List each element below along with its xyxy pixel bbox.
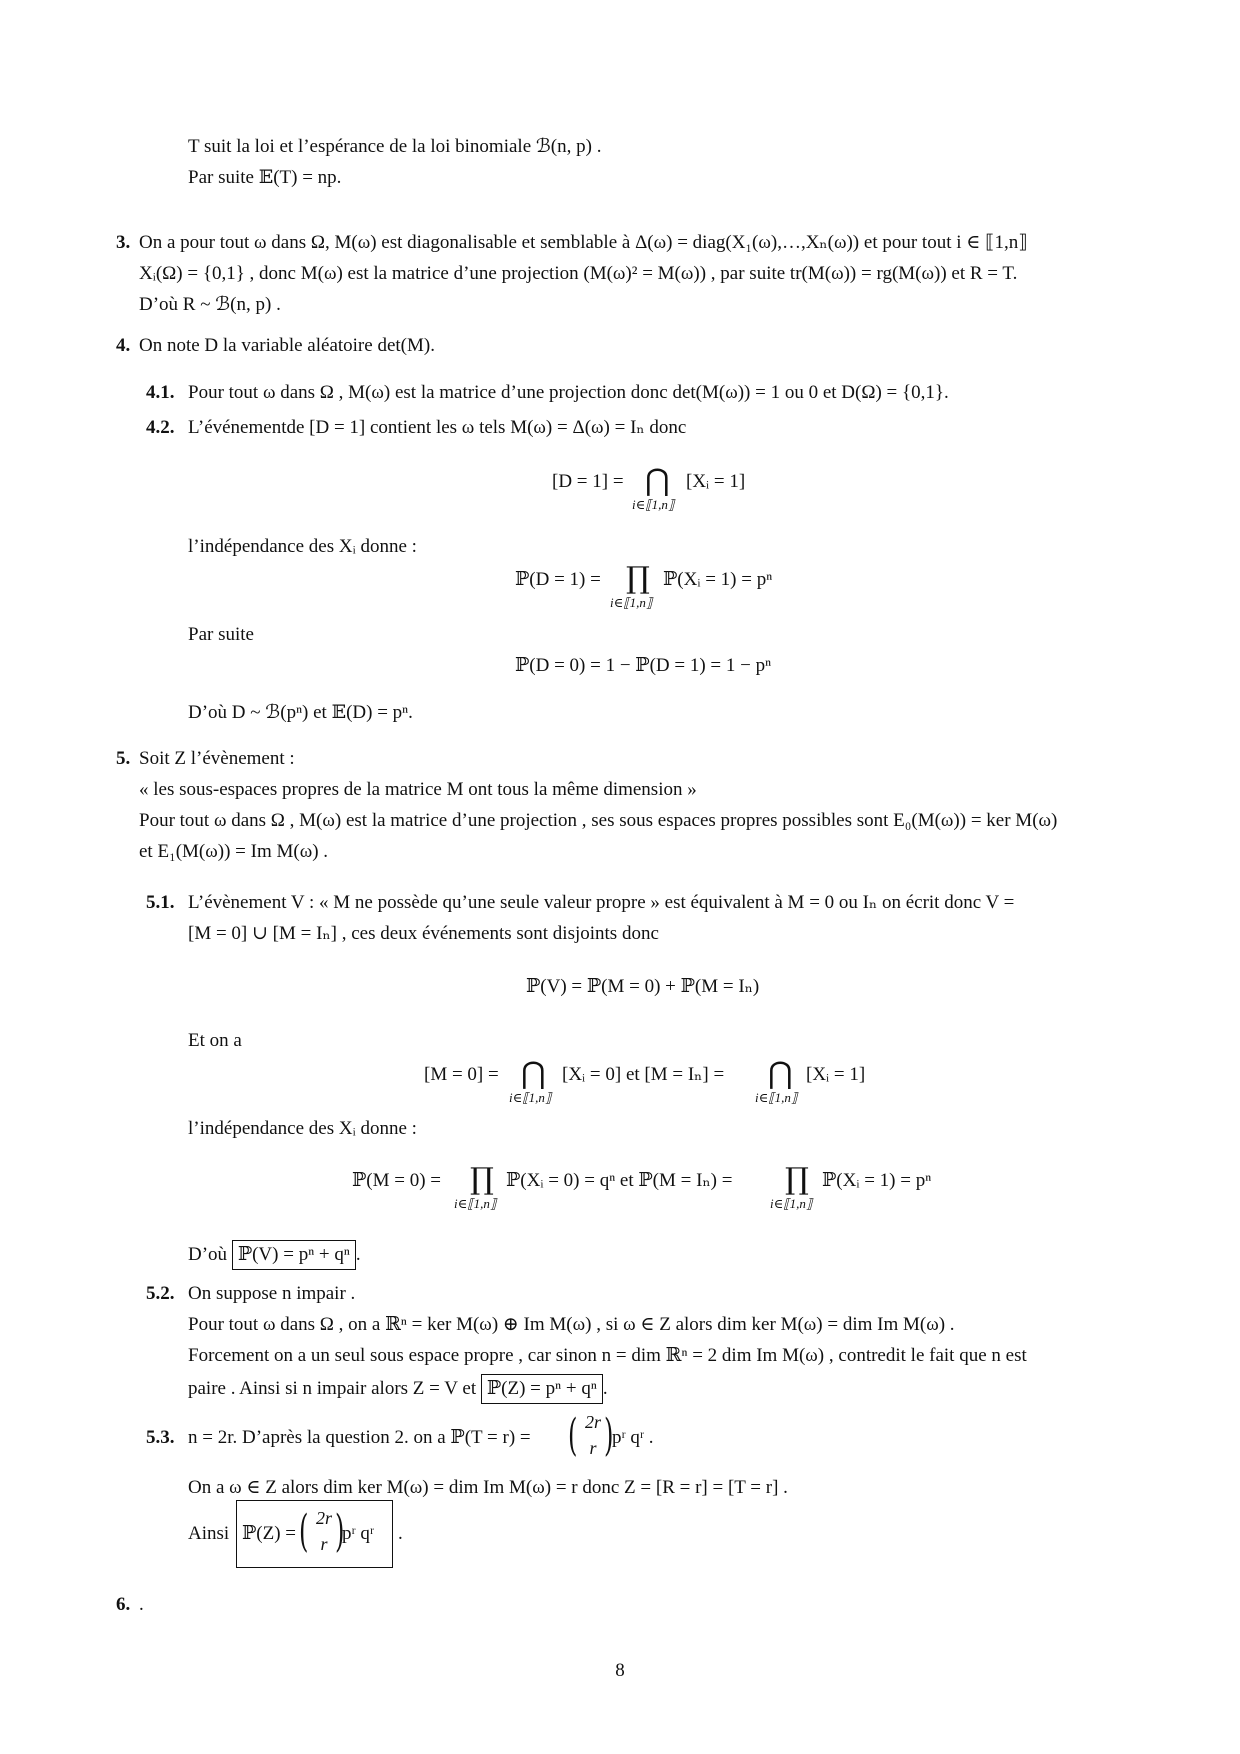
q3-line-3: D’où R ~ ℬ(n, p) . (139, 294, 281, 315)
q52-line-4-suffix: . (602, 1378, 608, 1399)
intro-line-2: Par suite 𝔼(T) = np. (188, 167, 342, 188)
binomial-top-2: 2r (315, 1508, 332, 1528)
eq5-part-c: [Xᵢ = 1] (806, 1064, 866, 1085)
eq5-subscript-a: i∈⟦1,n⟧ (509, 1090, 552, 1105)
q3-line-1: On a pour tout ω dans Ω, M(ω) est diagonalisable et semblable à Δ(ω) = diag(X₁(ω),…,Xₙ(ω)) et pour tout i ∈ ⟦1,n⟧ (139, 232, 1028, 253)
eq1-subscript: i∈⟦1,n⟧ (632, 497, 675, 512)
product-symbol-b: ∏ (785, 1162, 809, 1197)
par-suite: Par suite (188, 624, 254, 645)
q6-text: . (139, 1594, 144, 1615)
q5-line-1: Soit Z l’évènement : (139, 748, 295, 769)
eq2-right: ℙ(Xᵢ = 1) = pⁿ (663, 569, 773, 590)
q5-number: 5. (116, 748, 131, 769)
eq1-right: [Xᵢ = 1] (686, 471, 746, 492)
intersection-symbol: ⋂ (645, 463, 670, 498)
binomial-left-paren: ( (568, 1410, 578, 1461)
q52-line-4 (188, 1374, 608, 1404)
eq5-part-a: [M = 0] = (424, 1064, 499, 1085)
q53-line-1-prefix: n = 2r. D’après la question 2. on a ℙ(T = r) = (188, 1427, 531, 1448)
q41-number: 4.1. (146, 382, 175, 403)
eq4: ℙ(V) = ℙ(M = 0) + ℙ(M = Iₙ) (526, 976, 760, 997)
q42-text: L’événementde [D = 1] contient les ω tels M(ω) = Δ(ω) = Iₙ donc (188, 417, 687, 438)
q52-number: 5.2. (146, 1283, 175, 1304)
eq6-part-c: ℙ(Xᵢ = 1) = pⁿ (822, 1170, 932, 1191)
binomial-left-paren-2: ( (299, 1506, 309, 1557)
eq6-part-b: ℙ(Xᵢ = 0) = qⁿ et ℙ(M = Iₙ) = (506, 1170, 733, 1191)
q5-line-4: et E₁(M(ω)) = Im M(ω) . (139, 841, 329, 862)
et-on-a: Et on a (188, 1030, 242, 1051)
q42-number: 4.2. (146, 417, 175, 438)
eq3: ℙ(D = 0) = 1 − ℙ(D = 1) = 1 − pⁿ (515, 655, 772, 676)
q51-number: 5.1. (146, 892, 175, 913)
q52-line-4-prefix: paire . Ainsi si n impair alors Z = V et (188, 1378, 477, 1399)
q52-line-2: Pour tout ω dans Ω , on a ℝⁿ = ker M(ω) ⊕ Im M(ω) , si ω ∈ Z alors dim ker M(ω) = dim Im M(ω) . (188, 1314, 955, 1335)
intersection-symbol-b: ⋂ (768, 1056, 793, 1091)
q53-dot: . (398, 1523, 403, 1544)
q4-conclusion: D’où D ~ ℬ(pⁿ) et 𝔼(D) = pⁿ. (188, 702, 413, 723)
q4-number: 4. (116, 335, 131, 356)
q53-ainsi: Ainsi (188, 1523, 230, 1544)
indep-line-1: l’indépendance des Xᵢ donne : (188, 536, 417, 557)
eq5-part-b: [Xᵢ = 0] et [M = Iₙ] = (562, 1064, 725, 1085)
binomial-coefficient-1 (568, 1410, 614, 1466)
eq2-subscript: i∈⟦1,n⟧ (610, 595, 653, 610)
q53-box-prefix: ℙ(Z) = (242, 1523, 297, 1544)
binomial-right-paren-2: ) (335, 1506, 345, 1557)
indep-line-2: l’indépendance des Xᵢ donne : (188, 1118, 417, 1139)
q3-number: 3. (116, 232, 131, 253)
q51-conclusion (188, 1240, 361, 1270)
q51-concl-prefix: D’où (188, 1244, 228, 1265)
q51-line-1: L’évènement V : « M ne possède qu’une seule valeur propre » est équivalent à M = 0 ou Iₙ on écrit donc V = (188, 892, 1015, 913)
q6-number: 6. (116, 1594, 131, 1615)
binomial-bottom-2: r (320, 1534, 328, 1554)
eq6-subscript-b: i∈⟦1,n⟧ (770, 1196, 813, 1211)
eq1-left: [D = 1] = (552, 471, 624, 492)
binomial-top: 2r (584, 1412, 601, 1432)
product-symbol: ∏ (626, 561, 650, 596)
eq6-subscript-a: i∈⟦1,n⟧ (454, 1196, 497, 1211)
q51-line-2: [M = 0] ∪ [M = Iₙ] , ces deux événements sont disjoints donc (188, 923, 659, 944)
q4-line-1: On note D la variable aléatoire det(M). (139, 335, 435, 356)
q5-line-2: « les sous-espaces propres de la matrice M ont tous la même dimension » (139, 779, 697, 800)
page-number: 8 (615, 1660, 625, 1681)
q52-line-3: Forcement on a un seul sous espace propre , car sinon n = dim ℝⁿ = 2 dim Im M(ω) , contredit le fait que n est (188, 1345, 1027, 1366)
q53-number: 5.3. (146, 1427, 175, 1448)
intersection-symbol-a: ⋂ (521, 1056, 546, 1091)
intro-line-1: T suit la loi et l’espérance de la loi binomiale ℬ(n, p) . (188, 136, 602, 157)
eq2-left: ℙ(D = 1) = (515, 569, 601, 590)
q53-line-2: On a ω ∈ Z alors dim ker M(ω) = dim Im M(ω) = r donc Z = [R = r] = [T = r] . (188, 1477, 788, 1498)
q51-boxed-result: ℙ(V) = pⁿ + qⁿ (232, 1240, 356, 1270)
eq6-part-a: ℙ(M = 0) = (352, 1170, 442, 1191)
binomial-coefficient-2 (299, 1506, 345, 1562)
binomial-bottom: r (589, 1438, 597, 1458)
q53-box-suffix: pʳ qʳ (342, 1523, 375, 1544)
q3-line-2: Xᵢ(Ω) = {0,1} , donc M(ω) est la matrice d’une projection (M(ω)² = M(ω)) , par suite tr(M(ω)) = rg(M(ω)) et R = T. (139, 263, 1018, 284)
q52-line-1: On suppose n impair . (188, 1283, 356, 1304)
q41-text: Pour tout ω dans Ω , M(ω) est la matrice d’une projection donc det(M(ω)) = 1 ou 0 et D(Ω) = {0,1}. (188, 382, 949, 403)
q5-line-3: Pour tout ω dans Ω , M(ω) est la matrice d’une projection , ses sous espaces propres possibles sont E₀(M(ω)) = ker M(ω) (139, 810, 1058, 831)
q53-line-1-suffix: pʳ qʳ . (612, 1427, 654, 1448)
eq5-subscript-b: i∈⟦1,n⟧ (755, 1090, 798, 1105)
product-symbol-a: ∏ (470, 1162, 494, 1197)
q52-boxed-result: ℙ(Z) = pⁿ + qⁿ (481, 1374, 603, 1404)
binomial-right-paren: ) (604, 1410, 614, 1461)
q51-concl-suffix: . (355, 1244, 361, 1265)
